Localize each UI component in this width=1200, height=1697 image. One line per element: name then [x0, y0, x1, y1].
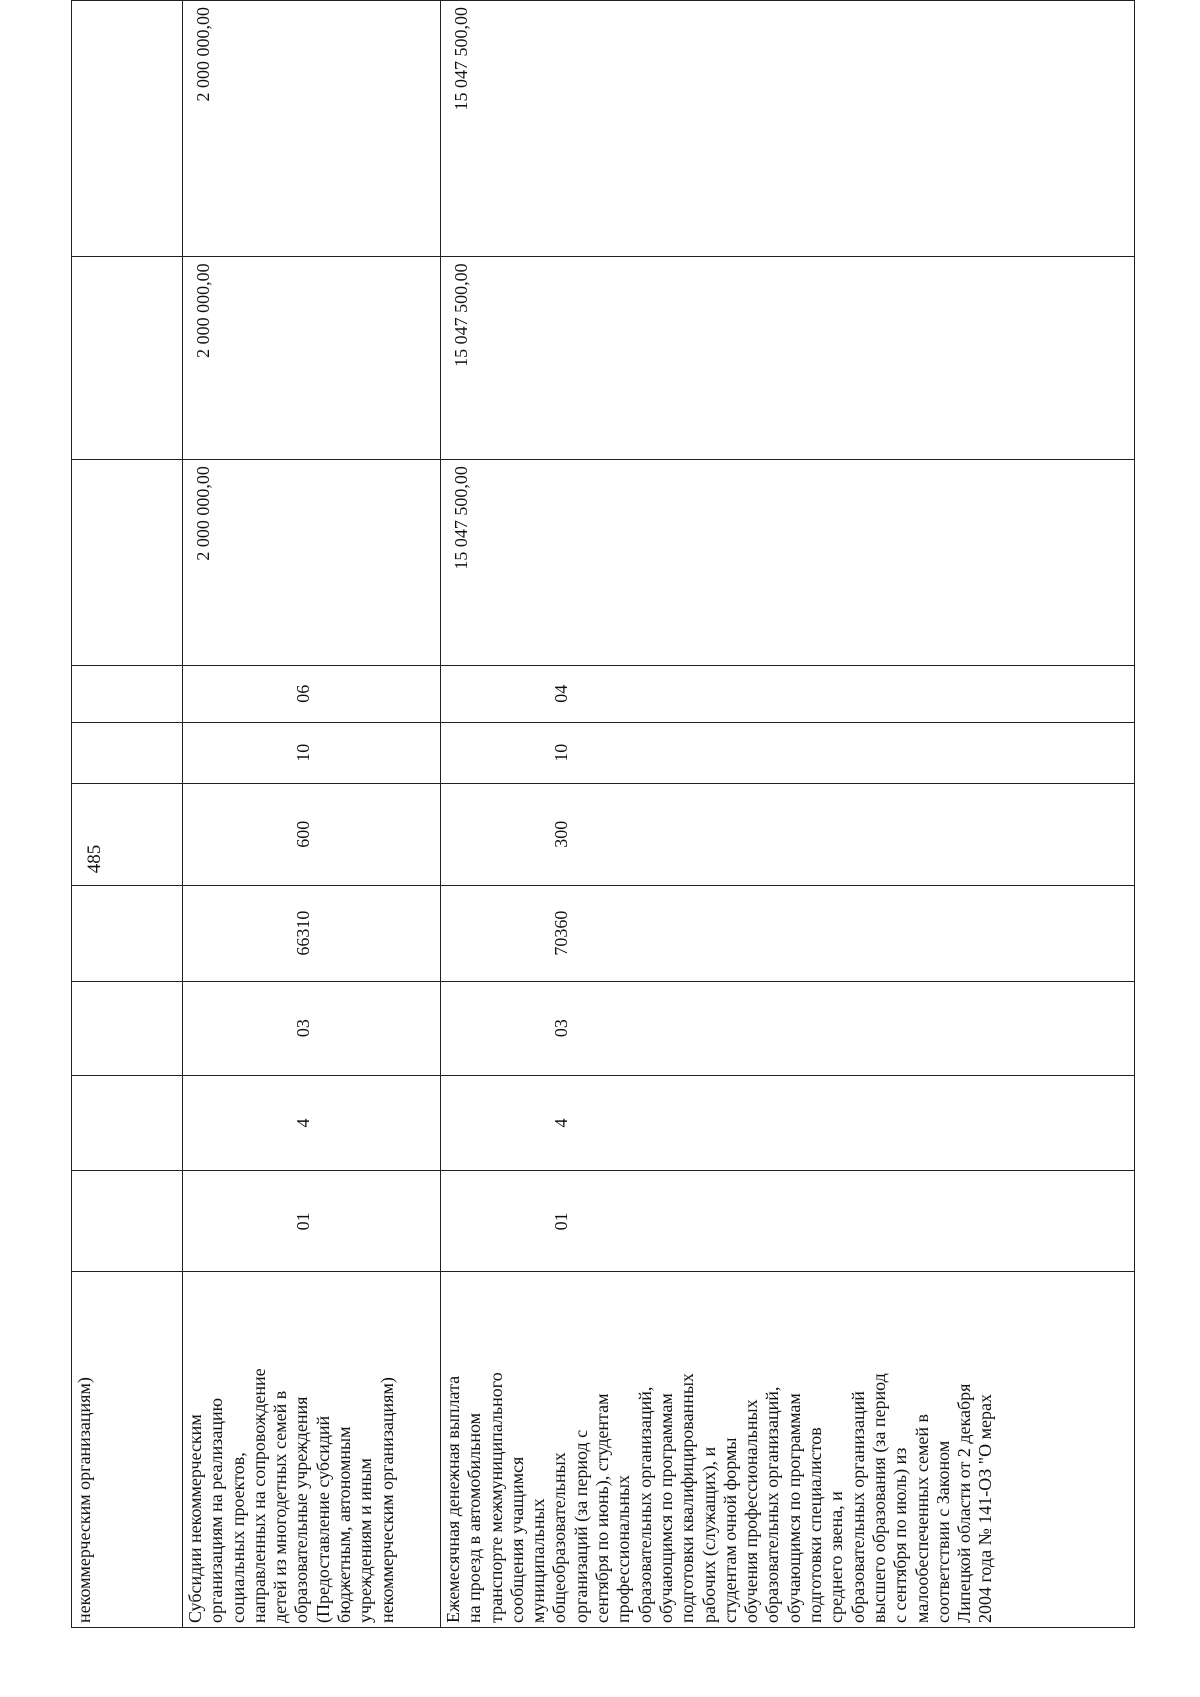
expense-type: 300	[551, 820, 571, 848]
row-name-line: образовательных организаций,	[634, 1386, 655, 1623]
amount-year3-cell	[441, 1, 1135, 257]
row-name-line: транспорте межмуниципального	[485, 1372, 506, 1623]
row-name-line: малообеспеченных семей в	[911, 1413, 932, 1623]
row-name-line: муниципальных	[528, 1498, 549, 1623]
section-code: 01	[293, 1212, 313, 1231]
row-name-line: социальных проектов,	[227, 1452, 248, 1623]
row-name-line: (Предоставление субсидий	[312, 1415, 333, 1623]
subsection-code-cell	[183, 981, 441, 1075]
row-name-line: обучения профессиональных	[741, 1399, 762, 1623]
row-name-line: образовательные учреждения	[291, 1396, 312, 1623]
row-name-line: 2004 года № 141-ОЗ "О мерах	[975, 1394, 996, 1623]
page-number: 485	[84, 844, 105, 874]
row-name-line: общеобразовательных	[549, 1452, 570, 1623]
row-name-line: организациям на реализацию	[206, 1397, 227, 1623]
row-name-line: подготовки квалифицированных	[677, 1373, 698, 1623]
row-name-line: с сентября по июль) из	[890, 1447, 911, 1623]
row-name-line: высшего образования (за период	[868, 1373, 889, 1623]
amount-year1-cell	[183, 460, 441, 666]
amount-year2: 2 000 000,00	[193, 263, 213, 358]
amount-year3-cell	[183, 1, 441, 257]
amount-year1-cell	[441, 460, 1135, 666]
budget-table	[71, 0, 1135, 1628]
type-code-cell	[72, 1075, 183, 1171]
section-code-cell	[441, 1171, 1135, 1272]
amount-year3-cell	[72, 1, 183, 257]
row-name-cell	[183, 1272, 441, 1628]
amount-year2-cell	[72, 257, 183, 460]
subchapter-code-cell	[441, 665, 1135, 722]
table-row	[72, 1, 183, 1628]
type-code-cell	[441, 1075, 1135, 1171]
chapter-code: 10	[551, 743, 571, 762]
row-name-line: сентября по июнь), студентам	[592, 1393, 613, 1623]
amount-year3: 15 047 500,00	[451, 7, 471, 111]
section-code-cell	[183, 1171, 441, 1272]
row-name-line: некоммерческим организациям)	[376, 1377, 397, 1623]
subsection-code-cell	[441, 981, 1135, 1075]
section-code: 01	[551, 1212, 571, 1231]
amount-year1: 15 047 500,00	[451, 466, 471, 570]
row-name-line: сообщения учащимся	[506, 1456, 527, 1623]
row-name-line: учреждениям и иным	[355, 1458, 376, 1623]
subsection-code-cell	[72, 981, 183, 1075]
row-name-line: образовательных организаций,	[762, 1386, 783, 1623]
row-name-line: на проезд в автомобильном	[464, 1412, 485, 1623]
expense-type-cell	[72, 783, 183, 885]
type-code-cell	[183, 1075, 441, 1171]
row-name-line: направленных на сопровождение	[248, 1368, 269, 1623]
row-name-line: образовательных организаций	[847, 1391, 868, 1623]
row-name-line: среднего звена, и	[826, 1491, 847, 1623]
table-row	[441, 1, 1135, 1628]
amount-year2-cell	[441, 257, 1135, 460]
subchapter-code-cell	[183, 665, 441, 722]
subsection-code: 03	[551, 1019, 571, 1038]
amount-year2: 15 047 500,00	[451, 263, 471, 367]
row-name-line: Субсидии некоммерческим	[185, 1414, 205, 1623]
expense-type: 600	[293, 820, 313, 848]
table-row	[183, 1, 441, 1628]
expense-type-cell	[183, 783, 441, 885]
chapter-code: 10	[293, 743, 313, 762]
row-name-line: обучающимся по программам	[783, 1393, 804, 1623]
row-name-cell	[441, 1272, 1135, 1628]
chapter-code-cell	[441, 722, 1135, 783]
type-code: 4	[293, 1118, 313, 1128]
program-code: 66310	[293, 910, 313, 956]
row-name-line: рабочих (служащих), и	[698, 1446, 719, 1623]
amount-year1-cell	[72, 460, 183, 666]
subchapter-code-cell	[72, 665, 183, 722]
row-name-line: подготовки специалистов	[805, 1427, 826, 1623]
program-code-cell	[441, 885, 1135, 981]
row-name-line: организаций (за период с	[570, 1429, 591, 1623]
program-code-cell	[183, 885, 441, 981]
row-name-line: некоммерческим организациям)	[74, 1377, 94, 1623]
program-code-cell	[72, 885, 183, 981]
subchapter-code: 06	[293, 684, 313, 703]
subchapter-code: 04	[551, 684, 571, 703]
amount-year3: 2 000 000,00	[193, 7, 213, 102]
amount-year1: 2 000 000,00	[193, 466, 213, 561]
row-name-line: Липецкой области от 2 декабря	[954, 1383, 975, 1623]
row-name-line: профессиональных	[613, 1474, 634, 1623]
row-name-cell	[72, 1272, 183, 1628]
row-name-line: студентам очной формы	[719, 1437, 740, 1623]
row-name-line: детей из многодетных семей в	[270, 1390, 291, 1623]
type-code: 4	[551, 1118, 571, 1128]
chapter-code-cell	[72, 722, 183, 783]
chapter-code-cell	[183, 722, 441, 783]
subsection-code: 03	[293, 1019, 313, 1038]
expense-type-cell	[441, 783, 1135, 885]
row-name-line: обучающимся по программам	[655, 1393, 676, 1623]
section-code-cell	[72, 1171, 183, 1272]
program-code: 70360	[551, 910, 571, 956]
row-name-line: соответствии с Законом	[932, 1440, 953, 1623]
row-name-line: бюджетным, автономным	[334, 1426, 355, 1623]
amount-year2-cell	[183, 257, 441, 460]
row-name-line: Ежемесячная денежная выплата	[443, 1375, 463, 1623]
